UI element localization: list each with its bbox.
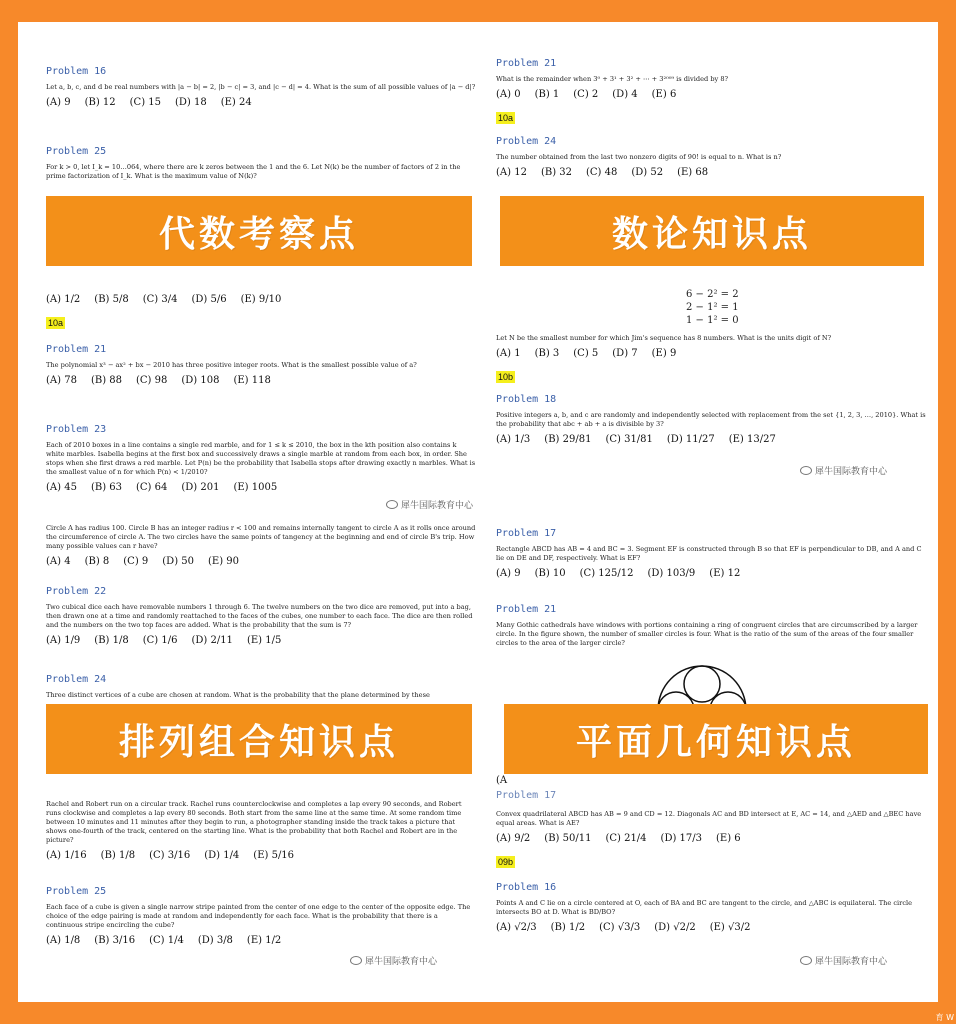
wechat-icon [800, 466, 812, 475]
problem-text: The polynomial x³ − ax² + bx − 2010 has three positive integer roots. What is the smallest possible value of a? [46, 361, 417, 369]
choice-b: (B) 1/8 [94, 635, 129, 646]
choice-d: (D) √2/2 [654, 922, 696, 933]
choice-e: (E) √3/2 [709, 922, 751, 933]
answer-choices [46, 556, 476, 567]
problem-text: For k > 0, let I_k = 10…064, where there are k zeros between the 1 and the 6. Let N(k) be the number of factors of 2 in the prime factorization of I_k. What is the maximum value of N(k)? [46, 163, 461, 180]
choice-a: (A) 4 [46, 556, 71, 567]
choice-e: (E) 1/2 [246, 935, 282, 946]
problem-text: Many Gothic cathedrals have windows with portions containing a ring of congruent circles that are circumscribed by a larger circle. In the figure shown, the number of smaller circles is four. What is the ratio of the sum of the areas of the four smaller circles to the area of the larger circle? [496, 621, 918, 647]
problem-17-right [496, 528, 926, 579]
choice-e: (E) 9 [651, 348, 677, 359]
corner-watermark: 育 W [935, 1013, 954, 1022]
year-tag: 10a [498, 113, 514, 123]
wechat-icon [800, 956, 812, 965]
answer-choices [496, 167, 926, 178]
choice-b: (B) 29/81 [544, 434, 592, 445]
problem-24-right [496, 136, 926, 178]
sequence-line: 6 − 2² = 2 [686, 289, 739, 300]
problem-title: Problem 18 [496, 394, 557, 405]
fraction-choices-left [46, 294, 476, 330]
choice-b: (B) 1/2 [550, 922, 586, 933]
problem-text: What is the remainder when 3⁰ + 3¹ + 3² + ⋯ + 3²⁰⁰⁹ is divided by 8? [496, 75, 729, 83]
watermark [800, 954, 887, 967]
answer-choices [46, 935, 476, 946]
answer-choices [46, 294, 476, 305]
banner-geometry: 平面几何知识点 [504, 704, 928, 774]
problem-text: The number obtained from the last two nonzero digits of 90! is equal to n. What is n? [496, 153, 782, 161]
choice-c: (C) 3/16 [149, 850, 191, 861]
problem-text: Circle A has radius 100. Circle B has an integer radius r < 100 and remains internally tangent to circle A as it rolls once around the circumference of circle A. The two circles have the same points of tangency at the beginning and end of circle B's trip. How many possible values can r have? [46, 524, 476, 550]
problem-title: Problem 24 [46, 674, 107, 685]
choice-a: (A) 1/3 [496, 434, 531, 445]
choice-c: (C) 2 [573, 89, 599, 100]
choice-a: (A) 1/8 [46, 935, 81, 946]
choice-b: (B) 8 [84, 556, 110, 567]
problem-21-right [496, 58, 926, 125]
problem-title: Problem 25 [46, 146, 107, 157]
choice-a: (A) 9 [496, 568, 521, 579]
problem-rachel-left [46, 800, 476, 861]
choice-e: (E) 1005 [233, 482, 278, 493]
watermark-text: 犀牛国际教育中心 [815, 467, 888, 477]
problem-18-right [496, 394, 926, 445]
choice-b: (B) 1/8 [100, 850, 136, 861]
problem-title: Problem 25 [46, 886, 107, 897]
choice-b: (B) 5/8 [94, 294, 129, 305]
choice-c: (C) 15 [129, 97, 161, 108]
problem-text: Convex quadrilateral ABCD has AB = 9 and CD = 12. Diagonals AC and BD intersect at E, AC = 14, and △AED and △BEC have equal areas. What is AE? [496, 810, 922, 827]
choice-b: (B) 1 [534, 89, 560, 100]
document-page [18, 22, 938, 1002]
choice-c: (C) 48 [586, 167, 618, 178]
choice-d: (D) 50 [162, 556, 195, 567]
answer-choices [496, 922, 926, 933]
answer-choices [46, 635, 476, 646]
cut-choice: (A [496, 775, 508, 786]
problem-24-left [46, 674, 476, 705]
answer-choices [46, 482, 476, 493]
choice-d: (D) 7 [612, 348, 638, 359]
problem-text: Let N be the smallest number for which Jim's sequence has 8 numbers. What is the units digit of N? [496, 334, 832, 342]
choice-b: (B) 88 [90, 375, 122, 386]
choice-a: (A) 1/9 [46, 635, 81, 646]
watermark [350, 954, 437, 967]
sequence-line: 2 − 1² = 1 [686, 302, 739, 313]
choice-d: (D) 103/9 [647, 568, 696, 579]
choice-a: (A) 9/2 [496, 833, 531, 844]
answer-choices [496, 833, 926, 844]
problem-title: Problem 17 [496, 528, 557, 539]
answer-choices [496, 568, 926, 579]
choice-e: (E) 5/16 [253, 850, 295, 861]
choice-b: (B) 3 [534, 348, 560, 359]
problem-23-left [46, 424, 476, 493]
choice-d: (D) 11/27 [666, 434, 715, 445]
choice-c: (C) 31/81 [605, 434, 653, 445]
problem-text: Each of 2010 boxes in a line contains a single red marble, and for 1 ≤ k ≤ 2010, the box in the kth position also contains k white marbles. Isabella begins at the first box and successively draws a single marble at random from each box, in order. She stops when she first draws a red marble. Let P(n) be the probability that Isabella stops after drawing exactly n marbles. What is the smallest value of n for which P(n) < 1/2010? [46, 441, 476, 476]
choice-c: (C) 9 [123, 556, 149, 567]
choice-e: (E) 6 [651, 89, 677, 100]
choice-c: (C) 3/4 [142, 294, 178, 305]
choice-a: (A) √2/3 [496, 922, 537, 933]
problem-circle-left [46, 524, 476, 567]
choice-c: (C) 21/4 [605, 833, 647, 844]
choice-e: (E) 68 [677, 167, 709, 178]
answer-choices [46, 850, 476, 861]
choice-e: (E) 118 [233, 375, 271, 386]
problem-quad-right [496, 810, 926, 869]
problem-16-right [496, 882, 926, 933]
answer-choices [496, 89, 926, 100]
problem-text: Points A and C lie on a circle centered at O, each of BA and BC are tangent to the circle, and △ABC is equilateral. The circle intersects BO at D. What is BD/BO? [496, 899, 913, 916]
problem-text: Rachel and Robert run on a circular track. Rachel runs counterclockwise and completes a lap every 90 seconds, and Robert runs clockwise and completes a lap every 80 seconds. Both start from the same line at the same time. At some random time between 10 minutes and 11 minutes after they begin to run, a photographer standing inside the track takes a picture that shows one-fourth of the track, centered on the starting line. What is the probability that both Rachel and Robert are in the picture? [46, 800, 462, 844]
wechat-icon [350, 956, 362, 965]
choice-e: (E) 9/10 [240, 294, 282, 305]
choice-d: (D) 108 [181, 375, 220, 386]
choice-a: (A) 1 [496, 348, 521, 359]
choice-b: (B) 12 [84, 97, 116, 108]
choice-b: (B) 63 [90, 482, 122, 493]
year-tag: 10a [48, 318, 64, 328]
year-tag: 10b [498, 372, 514, 382]
problem-text: Positive integers a, b, and c are randomly and independently selected with replacement from the set {1, 2, 3, …, 2010}. What is the probability that abc + ab + a is divisible by 3? [496, 411, 926, 428]
problem-text: Each face of a cube is given a single narrow stripe painted from the center of one edge to the center of the opposite edge. The choice of the edge pairing is made at random and independently for each face. What is the probability that there is a continuous stripe encircling the cube? [46, 903, 471, 929]
choice-b: (B) 50/11 [544, 833, 592, 844]
choice-c: (C) 64 [136, 482, 168, 493]
choice-c: (C) 98 [136, 375, 168, 386]
choice-c: (C) 125/12 [579, 568, 634, 579]
answer-choices [496, 434, 926, 445]
problem-title: Problem 21 [46, 344, 107, 355]
problem-21b-right [496, 604, 926, 653]
watermark [800, 464, 887, 477]
year-tag: 09b [498, 857, 514, 867]
choice-c: (C) √3/3 [599, 922, 641, 933]
watermark-text: 犀牛国际教育中心 [365, 957, 438, 967]
choice-d: (D) 3/8 [197, 935, 233, 946]
problem-title: Problem 17 [496, 790, 557, 801]
problem-title: Problem 16 [496, 882, 557, 893]
choice-a: (A) 1/16 [46, 850, 87, 861]
choice-e: (E) 90 [208, 556, 240, 567]
choice-e: (E) 1/5 [246, 635, 282, 646]
choice-e: (E) 24 [220, 97, 252, 108]
choice-d: (D) 4 [612, 89, 638, 100]
choice-a: (A) 1/2 [46, 294, 81, 305]
choice-a: (A) 12 [496, 167, 527, 178]
choice-c: (C) 1/4 [149, 935, 184, 946]
choice-e: (E) 6 [716, 833, 741, 844]
problem-21-left [46, 344, 476, 386]
problem-22-left [46, 586, 476, 646]
sequence-line: 1 − 1² = 0 [686, 315, 739, 326]
choice-a: (A) 9 [46, 97, 71, 108]
banner-combinatorics: 排列组合知识点 [46, 704, 472, 774]
problem-title: Problem 21 [496, 58, 557, 69]
banner-number-theory: 数论知识点 [500, 196, 924, 266]
answer-choices [496, 348, 926, 359]
choice-b: (B) 3/16 [94, 935, 136, 946]
choice-c: (C) 1/6 [142, 635, 178, 646]
choice-e: (E) 12 [709, 568, 741, 579]
problem-title: Problem 23 [46, 424, 107, 435]
choice-d: (D) 2/11 [191, 635, 233, 646]
watermark [386, 498, 473, 511]
problem-title: Problem 24 [496, 136, 557, 147]
answer-choices [46, 97, 476, 108]
choice-e: (E) 13/27 [728, 434, 776, 445]
problem-title: Problem 21 [496, 604, 557, 615]
wechat-icon [386, 500, 398, 509]
choice-d: (D) 52 [631, 167, 664, 178]
banner-algebra: 代数考察点 [46, 196, 472, 266]
choice-d: (D) 18 [175, 97, 207, 108]
subtraction-sequence [686, 288, 739, 327]
choice-d: (D) 5/6 [191, 294, 227, 305]
choice-d: (D) 201 [181, 482, 220, 493]
problem-text: Let a, b, c, and d be real numbers with |a − b| = 2, |b − c| = 3, and |c − d| = 4. What is the sum of all possible values of |a − d|? [46, 83, 476, 91]
choice-d: (D) 17/3 [660, 833, 703, 844]
problem-text: Two cubical dice each have removable numbers 1 through 6. The twelve numbers on the two dice are removed, put into a bag, then drawn one at a time and randomly reattached to the faces of the cubes, one number to each face. The dice are then rolled and the numbers on the two top faces are added. What is the probability that the sum is 7? [46, 603, 473, 629]
choice-a: (A) 0 [496, 89, 521, 100]
problem-jim-right [496, 334, 926, 384]
problem-25b-left [46, 886, 476, 946]
choice-a: (A) 78 [46, 375, 77, 386]
choice-d: (D) 1/4 [204, 850, 240, 861]
watermark-text: 犀牛国际教育中心 [401, 501, 474, 511]
cut-title-fragment [496, 790, 926, 807]
problem-title: Problem 22 [46, 586, 107, 597]
choice-b: (B) 10 [534, 568, 566, 579]
problem-25-left [46, 146, 476, 186]
problem-text: Rectangle ABCD has AB = 4 and BC = 3. Segment EF is constructed through B so that EF is perpendicular to DB, and A and C lie on DE and DF, respectively. What is EF? [496, 545, 922, 562]
watermark-text: 犀牛国际教育中心 [815, 957, 888, 967]
problem-title: Problem 16 [46, 66, 107, 77]
problem-16-left [46, 66, 476, 108]
problem-text: Three distinct vertices of a cube are chosen at random. What is the probability that the plane determined by these [46, 691, 430, 699]
choice-b: (B) 32 [540, 167, 572, 178]
answer-choices [46, 375, 476, 386]
choice-a: (A) 45 [46, 482, 77, 493]
choice-c: (C) 5 [573, 348, 599, 359]
